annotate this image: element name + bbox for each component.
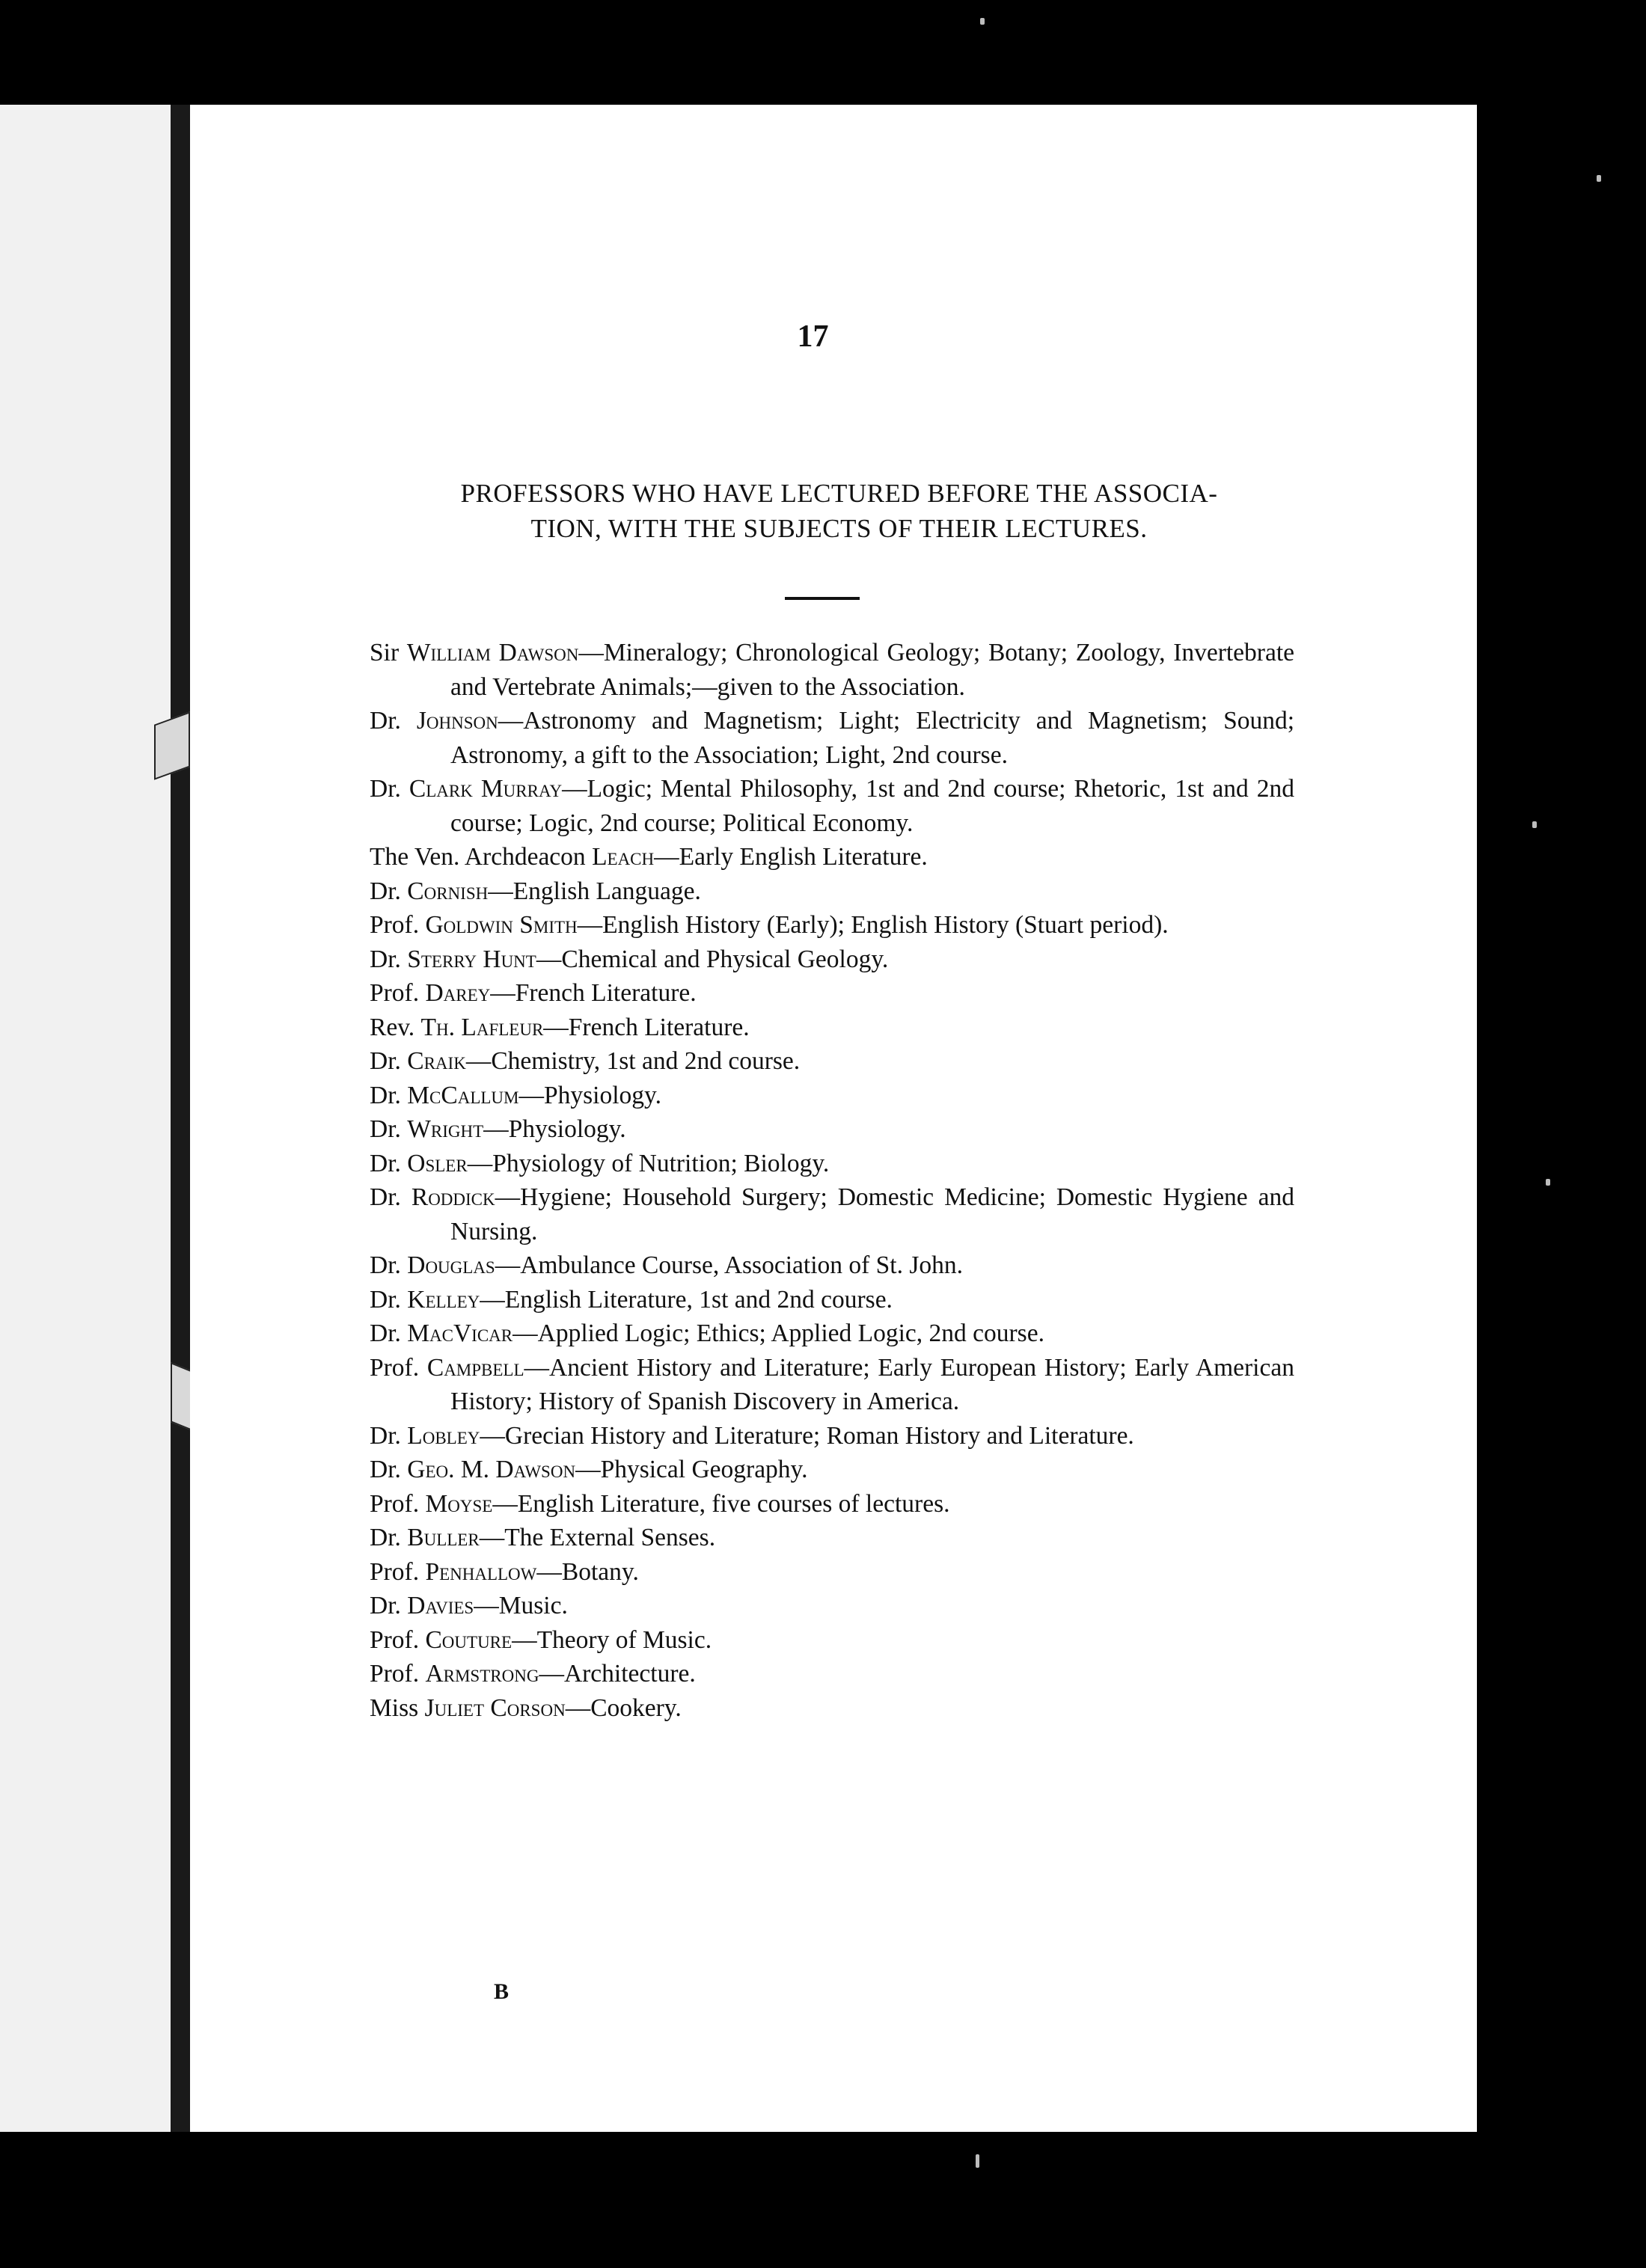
lecturer-title: Dr. xyxy=(370,945,408,973)
scan-speck xyxy=(976,2154,979,2168)
lecturer-title: Dr. xyxy=(370,1115,408,1143)
lecturer-entry xyxy=(370,704,1294,772)
lecturer-title: Prof. xyxy=(370,1557,426,1586)
lecture-subjects: —French Literature. xyxy=(543,1013,750,1041)
lecturer-name: Geo. M. Dawson xyxy=(407,1456,576,1483)
lecturer-name: Craik xyxy=(407,1047,466,1075)
lecturer-entry xyxy=(370,1112,1294,1147)
lecturer-title: Miss xyxy=(370,1694,425,1722)
lecturer-entry xyxy=(370,1453,1294,1487)
lecture-subjects: —Mineralogy; Chronological Geology; Botany; Zoology, Invertebrate and Vertebrate Animals;—given to the Association. xyxy=(450,639,1295,701)
lecture-subjects: —Ancient History and Literature; Early European History; Early American History; History of Spanish Discovery in America. xyxy=(450,1353,1294,1415)
lecturer-list xyxy=(370,636,1294,1725)
lecturer-name: Douglas xyxy=(407,1251,495,1279)
lecturer-name: Armstrong xyxy=(425,1660,539,1688)
lecturer-name: Roddick xyxy=(411,1183,495,1211)
lecturer-name: Osler xyxy=(407,1149,468,1177)
lecture-subjects: —French Literature. xyxy=(490,979,697,1007)
lecturer-name: Darey xyxy=(425,979,491,1007)
lecturer-title: Dr. xyxy=(370,1081,408,1109)
lecture-subjects: —Grecian History and Literature; Roman History and Literature. xyxy=(480,1421,1134,1450)
lecturer-name: Davies xyxy=(407,1592,474,1619)
page-number: 17 xyxy=(797,319,829,354)
lecturer-entry xyxy=(370,908,1294,943)
lecturer-entry xyxy=(370,1317,1294,1351)
lecture-subjects: —Music. xyxy=(474,1592,568,1619)
lecturer-name: MacVicar xyxy=(407,1320,513,1347)
lecturer-entry xyxy=(370,1487,1294,1521)
lecturer-entry xyxy=(370,1147,1294,1181)
lecturer-name: Clark Murray xyxy=(409,775,563,803)
document-page xyxy=(190,105,1477,2132)
lecture-subjects: —Cookery. xyxy=(565,1694,682,1722)
lecturer-title: Dr. xyxy=(370,1285,408,1314)
lecturer-entry xyxy=(370,874,1294,909)
lecture-subjects: —English Literature, 1st and 2nd course. xyxy=(480,1285,893,1314)
lecturer-entry xyxy=(370,1180,1294,1248)
lecturer-title: Prof. xyxy=(370,1660,426,1688)
lecturer-name: Leach xyxy=(592,843,655,871)
lecturer-entry xyxy=(370,1555,1294,1590)
lecturer-title: Prof. xyxy=(370,1489,426,1518)
lecture-subjects: —Physical Geography. xyxy=(575,1456,808,1483)
lecturer-name: Sterry Hunt xyxy=(407,945,536,973)
heading-line: TION, WITH THE SUBJECTS OF THEIR LECTURES. xyxy=(530,514,1148,543)
lecturer-entry xyxy=(370,1283,1294,1317)
lecturer-name: Cornish xyxy=(407,877,489,905)
lecturer-title: Dr. xyxy=(370,707,417,735)
lecturer-title: Dr. xyxy=(370,1047,408,1075)
lecture-subjects: —Theory of Music. xyxy=(512,1625,712,1654)
lecture-subjects: —Ambulance Course, Association of St. John. xyxy=(495,1251,964,1279)
lecturer-title: Dr. xyxy=(370,1183,412,1211)
lecturer-title: Prof. xyxy=(370,911,426,939)
lecturer-entry xyxy=(370,1011,1294,1045)
lecturer-title: Prof. xyxy=(370,1353,427,1382)
lecturer-entry xyxy=(370,943,1294,977)
lecturer-entry xyxy=(370,1521,1294,1555)
lecturer-name: Campbell xyxy=(426,1353,524,1382)
scan-speck xyxy=(980,18,985,25)
lecture-subjects: —English Language. xyxy=(488,877,701,905)
lecturer-title: Dr. xyxy=(370,1592,408,1619)
lecturer-entry xyxy=(370,1419,1294,1453)
lecturer-name: Goldwin Smith xyxy=(425,911,578,939)
lecture-subjects: —Astronomy and Magnetism; Light; Electricity and Magnetism; Sound; Astronomy, a gift to the Association; Light, 2nd course. xyxy=(450,707,1295,769)
lecturer-title: Rev. xyxy=(370,1013,421,1041)
facing-page-edge xyxy=(0,105,180,2132)
lecturer-title: Dr. xyxy=(370,877,408,905)
lecturer-title: Sir xyxy=(370,639,407,666)
lecturer-entry xyxy=(370,1623,1294,1658)
page-heading xyxy=(385,476,1294,546)
lecturer-title: Dr. xyxy=(370,775,409,803)
lecturer-name: Penhallow xyxy=(425,1557,537,1586)
lecturer-title: The Ven. Archdeacon xyxy=(370,843,593,871)
lecturer-entry xyxy=(370,1691,1294,1726)
lecture-subjects: —Chemical and Physical Geology. xyxy=(536,945,889,973)
lecture-subjects: —Architecture. xyxy=(539,1660,696,1688)
lecturer-title: Dr. xyxy=(370,1421,408,1450)
lecture-subjects: —Physiology. xyxy=(483,1115,626,1143)
lecturer-name: William Dawson xyxy=(406,639,579,666)
lecturer-title: Dr. xyxy=(370,1456,408,1483)
lecturer-title: Dr. xyxy=(370,1320,408,1347)
lecture-subjects: —English History (Early); English History (Stuart period). xyxy=(577,911,1169,939)
scan-speck xyxy=(1532,821,1537,828)
lecture-subjects: —English Literature, five courses of lectures. xyxy=(492,1489,950,1518)
lecture-subjects: —Physiology. xyxy=(518,1081,661,1109)
lecture-subjects: —Chemistry, 1st and 2nd course. xyxy=(465,1047,801,1075)
lecturer-name: Th. Lafleur xyxy=(420,1013,544,1041)
lecture-subjects: —Applied Logic; Ethics; Applied Logic, 2nd course. xyxy=(513,1320,1044,1347)
signature-mark: B xyxy=(494,1979,510,2004)
lecturer-entry xyxy=(370,1589,1294,1623)
lecturer-name: Couture xyxy=(425,1625,513,1654)
lecturer-name: Juliet Corson xyxy=(424,1694,566,1722)
heading-rule xyxy=(785,597,860,600)
lecturer-name: Moyse xyxy=(425,1489,493,1518)
lecturer-name: Kelley xyxy=(407,1285,480,1314)
lecturer-entry xyxy=(370,636,1294,704)
book-gutter xyxy=(171,105,190,2132)
lecturer-title: Dr. xyxy=(370,1149,408,1177)
lecture-subjects: —Botany. xyxy=(536,1557,639,1586)
lecturer-entry xyxy=(370,772,1294,840)
lecturer-name: McCallum xyxy=(407,1081,519,1109)
lecturer-title: Prof. xyxy=(370,1625,426,1654)
scan-speck xyxy=(1597,175,1601,182)
heading-line: PROFESSORS WHO HAVE LECTURED BEFORE THE ASSOCIA- xyxy=(460,479,1218,508)
lecturer-entry xyxy=(370,1657,1294,1691)
lecturer-title: Dr. xyxy=(370,1524,408,1551)
lecture-subjects: —Early English Literature. xyxy=(654,843,928,871)
lecture-subjects: —Logic; Mental Philosophy, 1st and 2nd course; Rhetoric, 1st and 2nd course; Logic, 2nd course; Political Economy. xyxy=(450,775,1294,837)
lecturer-name: Buller xyxy=(407,1524,480,1551)
lecture-subjects: —Hygiene; Household Surgery; Domestic Medicine; Domestic Hygiene and Nursing. xyxy=(450,1183,1295,1245)
lecturer-entry xyxy=(370,840,1294,874)
lecturer-title: Dr. xyxy=(370,1251,408,1279)
lecturer-name: Johnson xyxy=(416,707,498,735)
lecturer-entry xyxy=(370,1351,1294,1419)
lecturer-name: Lobley xyxy=(407,1421,480,1450)
lecturer-entry xyxy=(370,1248,1294,1283)
lecture-subjects: —The External Senses. xyxy=(479,1524,716,1551)
lecturer-entry xyxy=(370,1079,1294,1113)
lecture-subjects: —Physiology of Nutrition; Biology. xyxy=(467,1149,830,1177)
lecturer-entry xyxy=(370,976,1294,1011)
scan-speck xyxy=(1546,1179,1550,1186)
lecturer-name: Wright xyxy=(407,1115,484,1143)
lecturer-entry xyxy=(370,1044,1294,1079)
lecturer-title: Prof. xyxy=(370,979,426,1007)
